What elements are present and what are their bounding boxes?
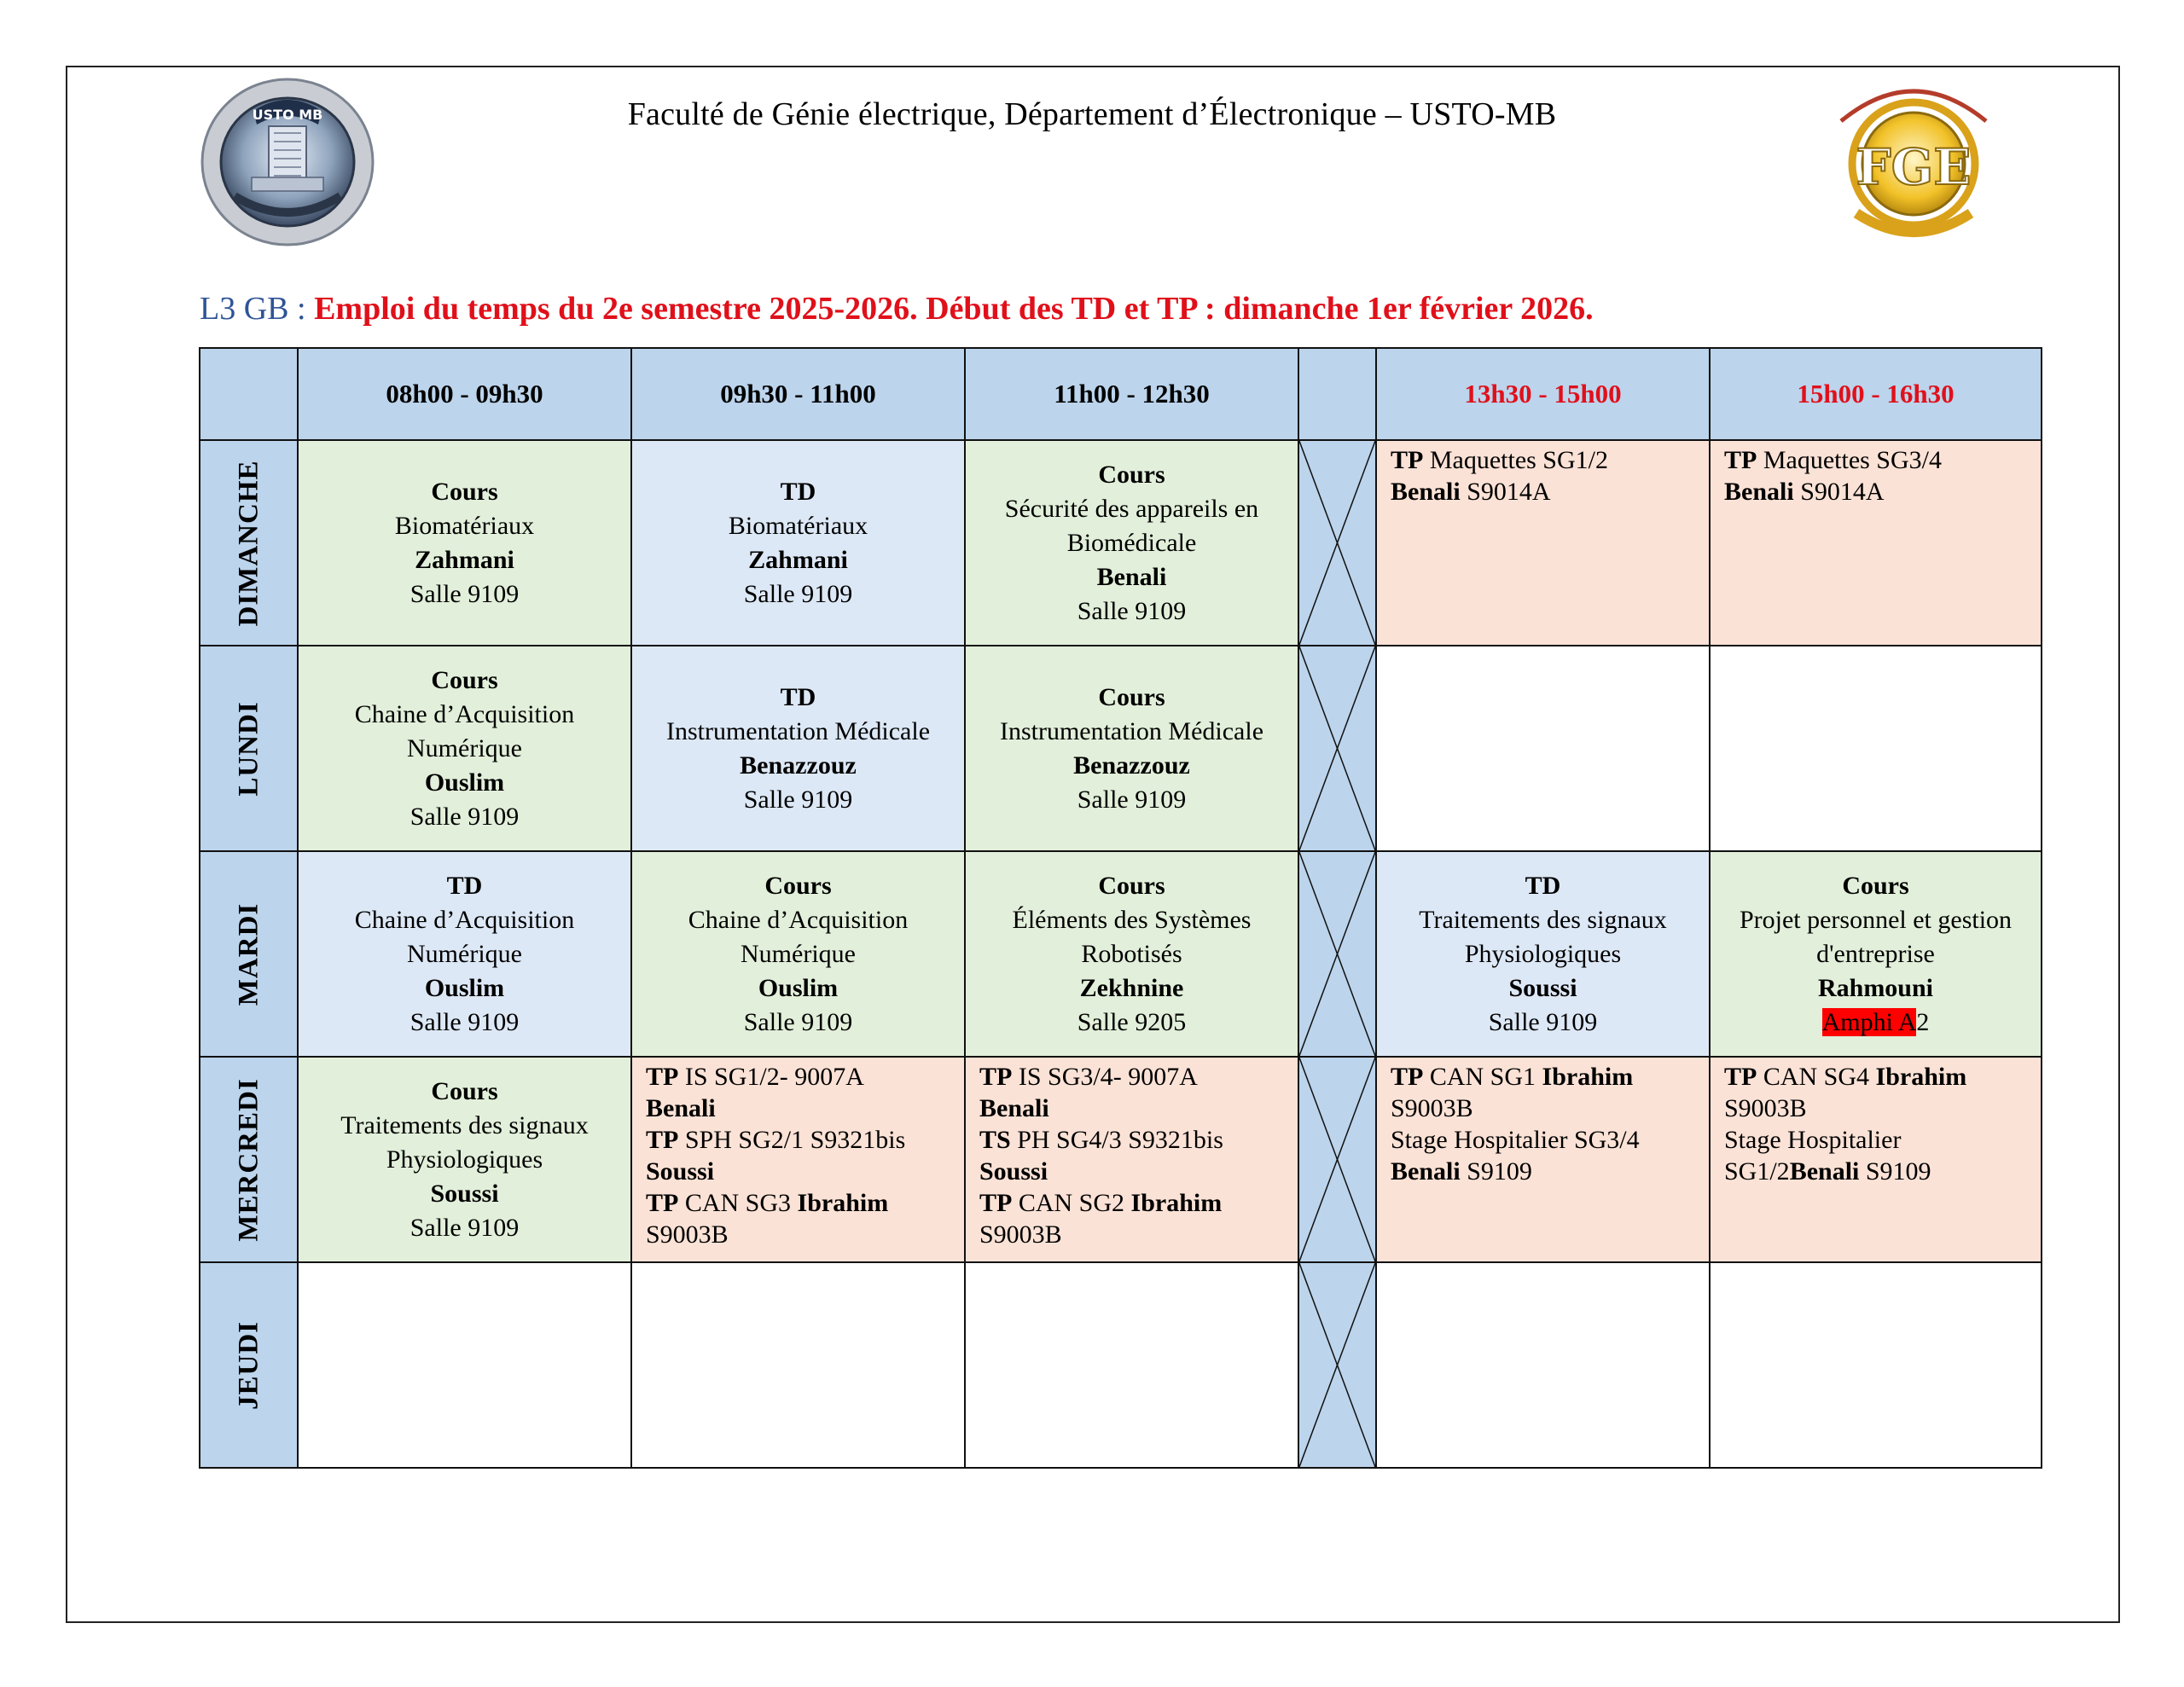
session-room: S9003B <box>1391 1094 1473 1122</box>
day-label-cell <box>200 646 298 851</box>
session-teacher: Soussi <box>979 1157 1048 1186</box>
session-module: Éléments des Systèmes <box>1012 905 1252 934</box>
session-cell <box>631 851 965 1057</box>
session-room: Salle 9109 <box>410 1213 520 1242</box>
session-room: Salle 9109 <box>743 579 853 608</box>
session-teacher: Benazzouz <box>1073 751 1190 780</box>
cross-mark-icon <box>1299 1263 1375 1467</box>
session-module: Traitements des signaux <box>1419 905 1667 934</box>
day-row-mardi <box>200 851 2042 1057</box>
session-module: Biomédicale <box>1066 528 1197 557</box>
session-teacher: Ouslim <box>424 973 505 1002</box>
fge-logo-letters: FGE <box>1856 138 1972 196</box>
session-room: Salle 9109 <box>743 1007 853 1036</box>
session-text: Stage Hospitalier <box>1724 1126 1902 1154</box>
day-label: MERCREDI <box>233 1077 264 1242</box>
session-text: Maquettes SG1/2 <box>1423 446 1608 474</box>
session-module: Physiologiques <box>1464 939 1622 968</box>
session-type: Cours <box>1098 460 1165 489</box>
session-module: Chaine d’Acquisition <box>688 905 909 934</box>
session-text: CAN SG4 <box>1757 1063 1876 1091</box>
session-line <box>979 1093 1298 1124</box>
session-line <box>1724 1093 2041 1124</box>
session-type: Cours <box>764 871 832 900</box>
session-line <box>979 1187 1298 1219</box>
session-room: Salle 9109 <box>1488 1007 1598 1036</box>
session-room: S9003B <box>646 1220 729 1249</box>
session-room: Salle 9109 <box>743 785 853 814</box>
session-module: Sécurité des appareils en <box>1004 494 1259 523</box>
slot-header: 15h00 - 16h30 <box>1710 348 2042 440</box>
session-cell <box>298 851 631 1057</box>
session-module: Traitements des signaux <box>340 1110 589 1139</box>
schedule-heading <box>200 290 1594 328</box>
session-teacher: Zekhnine <box>1079 973 1184 1002</box>
session-room: S9109 <box>1859 1157 1931 1186</box>
session-cell <box>965 646 1298 851</box>
session-teacher: Ibrahim <box>797 1189 889 1217</box>
fge-logo <box>1815 70 2012 249</box>
slot-header: 08h00 - 09h30 <box>298 348 631 440</box>
session-cell <box>1376 851 1710 1057</box>
session-cell <box>965 440 1298 646</box>
session-type: TP <box>1391 1063 1424 1091</box>
empty-session-cell <box>965 1262 1298 1468</box>
session-room: Salle 9109 <box>410 802 520 831</box>
timetable-header-row <box>200 348 2042 440</box>
session-line <box>1391 444 1709 476</box>
session-cell <box>1376 440 1710 646</box>
session-teacher: Benali <box>1724 478 1794 506</box>
lunch-break-cell <box>1298 440 1376 646</box>
lunch-break-cell <box>1298 851 1376 1057</box>
faculty-title: Faculté de Génie électrique, Département d’Électronique – USTO-MB <box>627 96 1557 132</box>
session-room: S9109 <box>1460 1157 1532 1186</box>
day-row-mercredi <box>200 1057 2042 1262</box>
session-type: TP <box>646 1126 679 1154</box>
session-text: Stage Hospitalier SG3/4 <box>1391 1126 1640 1154</box>
session-line <box>979 1061 1298 1093</box>
day-label-cell <box>200 851 298 1057</box>
session-type: TP <box>1391 446 1424 474</box>
session-cell <box>1710 851 2042 1057</box>
session-module: Numérique <box>407 939 522 968</box>
session-teacher: Benali <box>979 1094 1049 1122</box>
session-cell <box>631 646 965 851</box>
session-module: d'entreprise <box>1816 939 1935 968</box>
slot-header: 13h30 - 15h00 <box>1376 348 1710 440</box>
day-label: JEUDI <box>233 1320 264 1410</box>
session-line <box>1724 444 2041 476</box>
session-text: IS SG3/4- 9007A <box>1012 1063 1198 1091</box>
session-type: Cours <box>1842 871 1909 900</box>
session-teacher: Zahmani <box>748 545 848 574</box>
session-teacher: Soussi <box>1508 973 1577 1002</box>
session-room: S9014A <box>1460 478 1551 506</box>
session-cell <box>298 1057 631 1262</box>
session-teacher: Benali <box>1391 1157 1461 1186</box>
session-line <box>1724 476 2041 507</box>
session-room: Salle 9205 <box>1077 1007 1187 1036</box>
session-type: TD <box>1525 871 1561 900</box>
lunch-break-cell <box>1298 646 1376 851</box>
session-cell <box>631 1057 965 1262</box>
session-text: CAN SG1 <box>1423 1063 1542 1091</box>
day-label: LUNDI <box>233 700 264 797</box>
day-label-cell <box>200 1057 298 1262</box>
day-row-lundi <box>200 646 2042 851</box>
session-module: Chaine d’Acquisition <box>354 699 575 728</box>
slot-header: 09h30 - 11h00 <box>631 348 965 440</box>
empty-session-cell <box>1376 646 1710 851</box>
schedule-title: Emploi du temps du 2e semestre 2025-2026. Début des TD et TP : dimanche 1er février 2026. <box>314 291 1594 327</box>
session-room: S9003B <box>1724 1094 1807 1122</box>
day-label: DIMANCHE <box>233 460 264 626</box>
session-cell <box>1376 1057 1710 1262</box>
session-line <box>1724 1156 2041 1187</box>
session-room: Salle 9109 <box>410 1007 520 1036</box>
session-line <box>1391 1093 1709 1124</box>
empty-session-cell <box>298 1262 631 1468</box>
session-teacher: Benali <box>1789 1157 1860 1186</box>
session-module: Biomatériaux <box>728 511 868 540</box>
session-room: Salle 9109 <box>1077 596 1187 625</box>
session-line <box>646 1061 964 1093</box>
session-module: Instrumentation Médicale <box>665 716 931 745</box>
session-teacher: Ibrahim <box>1875 1063 1967 1091</box>
day-row-dimanche <box>200 440 2042 646</box>
session-teacher: Ibrahim <box>1130 1189 1223 1217</box>
session-type: Cours <box>1098 871 1165 900</box>
session-type: Cours <box>431 1076 498 1105</box>
lunch-break-cell <box>1298 1262 1376 1468</box>
cross-mark-icon <box>1299 646 1375 850</box>
session-type: TD <box>780 477 816 506</box>
session-text: IS SG1/2- 9007A <box>678 1063 864 1091</box>
session-module: Chaine d’Acquisition <box>354 905 575 934</box>
session-teacher: Zahmani <box>415 545 514 574</box>
session-line <box>646 1093 964 1124</box>
session-cell <box>1710 440 2042 646</box>
session-type: TS <box>979 1126 1011 1154</box>
session-teacher: Soussi <box>646 1157 715 1186</box>
session-teacher: Benali <box>1096 562 1167 591</box>
session-text: PH SG4/3 S9321bis <box>1010 1126 1223 1154</box>
empty-session-cell <box>1376 1262 1710 1468</box>
usto-mb-logo-label: USTO MB <box>252 107 323 123</box>
session-cell <box>1710 1057 2042 1262</box>
session-teacher: Benazzouz <box>740 751 857 780</box>
session-type: Cours <box>1098 682 1165 711</box>
session-type: TP <box>1724 446 1757 474</box>
session-text: CAN SG3 <box>678 1189 798 1217</box>
session-module: Biomatériaux <box>394 511 535 540</box>
session-teacher: Benali <box>1391 478 1461 506</box>
day-label-cell <box>200 440 298 646</box>
session-module: Projet personnel et gestion <box>1739 905 2013 934</box>
session-line <box>646 1187 964 1219</box>
session-teacher: Ouslim <box>758 973 839 1002</box>
session-teacher: Ibrahim <box>1542 1063 1634 1091</box>
session-room: S9003B <box>979 1220 1062 1249</box>
session-line <box>979 1124 1298 1156</box>
session-line <box>1391 476 1709 507</box>
lunch-break-cell <box>1298 1057 1376 1262</box>
session-line <box>1724 1124 2041 1156</box>
lunch-break-header <box>1298 348 1376 440</box>
session-teacher: Ouslim <box>424 768 505 797</box>
session-type: TP <box>646 1189 679 1217</box>
session-text: Maquettes SG3/4 <box>1757 446 1942 474</box>
session-type: TP <box>979 1189 1013 1217</box>
session-cell <box>965 851 1298 1057</box>
session-module: Instrumentation Médicale <box>999 716 1264 745</box>
day-label: MARDI <box>233 902 264 1006</box>
session-module: Robotisés <box>1081 939 1182 968</box>
timetable <box>199 347 2042 1469</box>
session-text: SPH SG2/1 S9321bis <box>678 1126 906 1154</box>
session-type: Cours <box>431 477 498 506</box>
cross-mark-icon <box>1299 852 1375 1056</box>
session-module: Physiologiques <box>386 1145 543 1174</box>
class-label: L3 GB : <box>200 291 306 327</box>
session-type: TD <box>780 682 816 711</box>
corner-cell <box>200 348 298 440</box>
session-line <box>1391 1124 1709 1156</box>
session-teacher: Rahmouni <box>1817 973 1934 1002</box>
room-highlight: Amphi A <box>1821 1007 1917 1036</box>
session-teacher: Soussi <box>430 1179 499 1208</box>
session-line <box>646 1219 964 1250</box>
session-type: TD <box>446 871 483 900</box>
cross-mark-icon <box>1299 441 1375 645</box>
empty-session-cell <box>1710 646 2042 851</box>
session-line <box>646 1124 964 1156</box>
session-line <box>979 1156 1298 1187</box>
session-text: CAN SG2 <box>1012 1189 1131 1217</box>
cross-mark-icon <box>1299 1058 1375 1261</box>
session-type: TP <box>646 1063 679 1091</box>
session-module: Numérique <box>741 939 856 968</box>
session-type: TP <box>1724 1063 1757 1091</box>
session-type: TP <box>979 1063 1013 1091</box>
room-suffix: 2 <box>1916 1007 1930 1036</box>
session-line <box>646 1156 964 1187</box>
session-line <box>1391 1156 1709 1187</box>
session-line <box>1724 1061 2041 1093</box>
session-cell <box>298 440 631 646</box>
session-cell <box>298 646 631 851</box>
day-row-jeudi <box>200 1262 2042 1468</box>
empty-session-cell <box>631 1262 965 1468</box>
session-type: Cours <box>431 665 498 694</box>
empty-session-cell <box>1710 1262 2042 1468</box>
session-teacher: Benali <box>646 1094 716 1122</box>
session-text: SG1/2 <box>1724 1157 1790 1186</box>
slot-header: 11h00 - 12h30 <box>965 348 1298 440</box>
session-room <box>1711 1006 2041 1040</box>
session-cell <box>631 440 965 646</box>
session-line <box>1391 1061 1709 1093</box>
session-cell <box>965 1057 1298 1262</box>
session-module: Numérique <box>407 733 522 762</box>
session-room: Salle 9109 <box>1077 785 1187 814</box>
session-line <box>979 1219 1298 1250</box>
session-room: S9014A <box>1793 478 1885 506</box>
session-room: Salle 9109 <box>410 579 520 608</box>
day-label-cell <box>200 1262 298 1468</box>
